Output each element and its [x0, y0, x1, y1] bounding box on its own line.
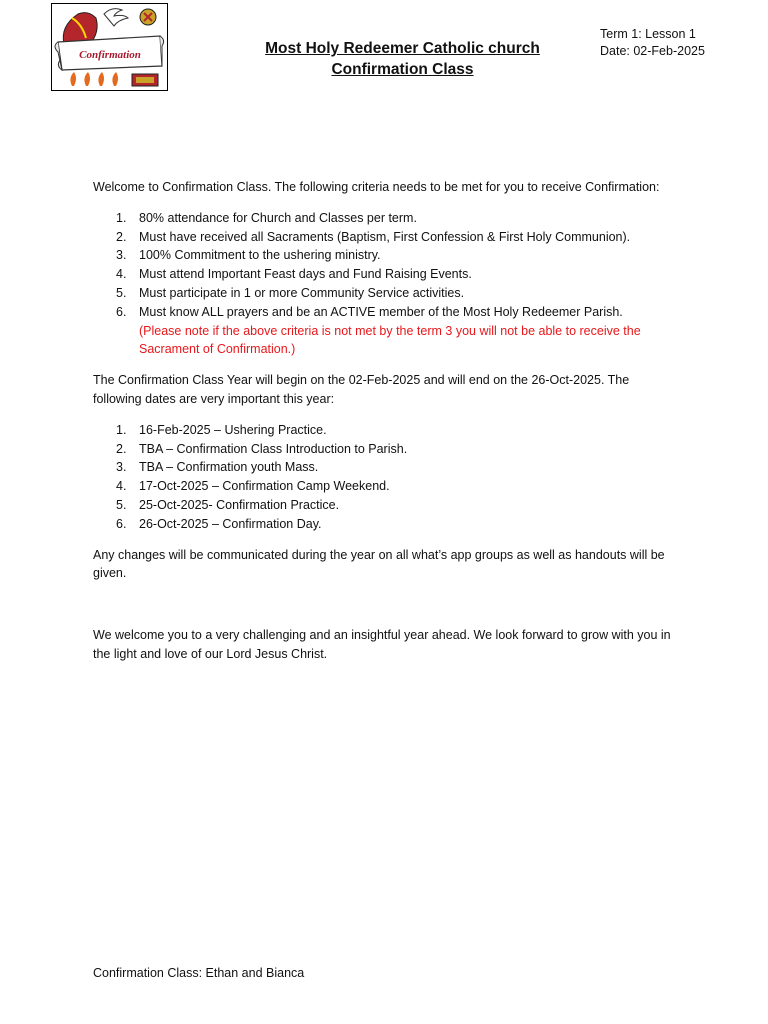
list-number: 3.	[116, 460, 127, 475]
welcome-paragraph: We welcome you to a very challenging and an insightful year ahead. We look forward to grow with you in the light and love of our Lord Jesus Christ.	[93, 628, 671, 661]
criteria-item	[93, 284, 673, 303]
list-number: 3.	[116, 248, 127, 263]
confirmation-logo	[51, 3, 168, 91]
criteria-item	[93, 209, 673, 228]
list-number: 4.	[116, 267, 127, 282]
intro-paragraph: Welcome to Confirmation Class. The following criteria needs to be met for you to receive Confirmation:	[93, 180, 660, 194]
list-text: 26-Oct-2025 – Confirmation Day.	[139, 516, 322, 531]
list-number: 4.	[116, 479, 127, 494]
list-text: 100% Commitment to the ushering ministry.	[139, 248, 381, 263]
criteria-note: (Please note if the above criteria is not met by the term 3 you will not be able to receive the Sacrament of Confirmation.)	[139, 323, 641, 357]
list-text: 25-Oct-2025- Confirmation Practice.	[139, 497, 340, 512]
list-number: 2.	[116, 229, 127, 244]
list-text: TBA – Confirmation youth Mass.	[139, 460, 319, 475]
list-text: 80% attendance for Church and Classes per term.	[139, 210, 417, 225]
date-item	[93, 440, 673, 459]
list-text: Must attend Important Feast days and Fund Raising Events.	[139, 267, 472, 282]
list-number: 1.	[116, 422, 127, 437]
list-text: Must participate in 1 or more Community Service activities.	[139, 285, 465, 300]
list-number: 5.	[116, 285, 127, 300]
criteria-item	[93, 246, 673, 265]
list-text: Must know ALL prayers and be an ACTIVE member of the Most Holy Redeemer Parish.	[139, 304, 623, 319]
term-lesson: Term 1: Lesson 1	[600, 27, 696, 41]
criteria-item	[93, 265, 673, 284]
criteria-item	[93, 303, 673, 322]
title-line-2: Confirmation Class	[331, 61, 474, 78]
year-paragraph: The Confirmation Class Year will begin on the 02-Feb-2025 and will end on the 26-Oct-2025. The following dates are very important this year:	[93, 373, 630, 406]
list-number: 1.	[116, 210, 127, 225]
list-number: 5.	[116, 497, 127, 512]
date-item	[93, 477, 673, 496]
list-text: Must have received all Sacraments (Baptism, First Confession & First Holy Communion).	[139, 229, 631, 244]
page-title	[250, 38, 555, 80]
list-number: 2.	[116, 441, 127, 456]
date-item	[93, 421, 673, 440]
list-text: 16-Feb-2025 – Ushering Practice.	[139, 422, 327, 437]
list-text: 17-Oct-2025 – Confirmation Camp Weekend.	[139, 479, 390, 494]
date-item	[93, 496, 673, 515]
footer-note: Confirmation Class: Ethan and Bianca	[93, 966, 305, 980]
lesson-date: Date: 02-Feb-2025	[600, 44, 705, 58]
criteria-list	[93, 209, 673, 322]
criteria-item	[93, 228, 673, 247]
changes-paragraph: Any changes will be communicated during the year on all what’s app groups as well as handouts will be given.	[93, 547, 665, 581]
document-body	[93, 178, 673, 664]
logo-lettering: Confirmation	[79, 49, 141, 61]
list-number: 6.	[116, 516, 127, 531]
date-item	[93, 458, 673, 477]
list-text: TBA – Confirmation Class Introduction to Parish.	[139, 441, 408, 456]
important-dates-list	[93, 421, 673, 534]
date-item	[93, 515, 673, 534]
title-line-1: Most Holy Redeemer Catholic church	[265, 40, 540, 57]
lesson-meta	[600, 26, 705, 60]
list-number: 6.	[116, 304, 127, 319]
